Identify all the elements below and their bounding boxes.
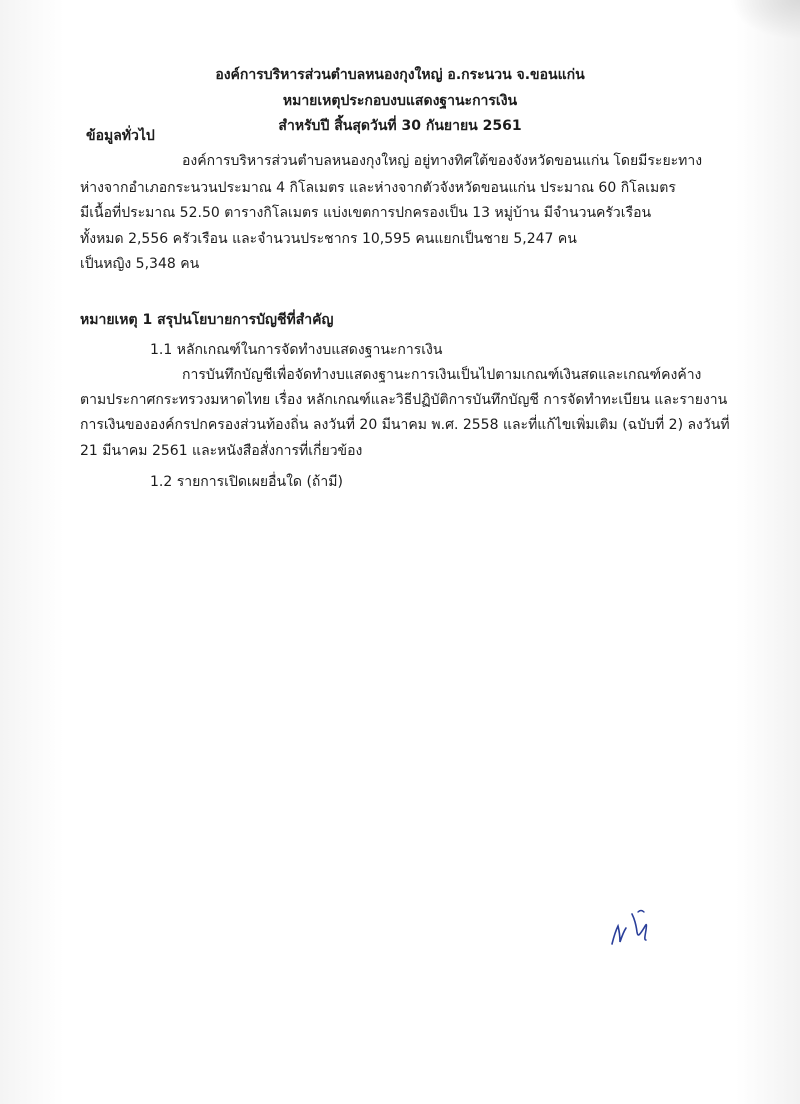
note1-para-line-1: การบันทึกบัญชีเพื่อจัดทำงบแสดงฐานะการเงินเป็นไปตามเกณฑ์เงินสดและเกณฑ์คงค้าง — [182, 367, 702, 383]
general-line-4: ทั้งหมด 2,556 ครัวเรือน และจำนวนประชากร 10,595 คนแยกเป็นชาย 5,247 คน — [80, 231, 577, 247]
note1-heading: หมายเหตุ 1 สรุปนโยบายการบัญชีที่สำคัญ — [80, 312, 334, 328]
note1-para-line-3: การเงินขององค์กรปกครองส่วนท้องถิ่น ลงวันที่ 20 มีนาคม พ.ศ. 2558 และที่แก้ไขเพิ่มเติม (ฉบับที่ 2) ลงวันที่ — [80, 417, 730, 433]
note1-para-line-4: 21 มีนาคม 2561 และหนังสือสั่งการที่เกี่ยวข้อง — [80, 443, 363, 459]
note1-sub1: 1.1 หลักเกณฑ์ในการจัดทำงบแสดงฐานะการเงิน — [150, 342, 443, 358]
header-title: หมายเหตุประกอบงบแสดงฐานะการเงิน — [282, 93, 518, 109]
scan-shadow — [730, 0, 800, 40]
note1-sub2: 1.2 รายการเปิดเผยอื่นใด (ถ้ามี) — [150, 474, 343, 490]
general-heading: ข้อมูลทั่วไป — [86, 128, 155, 144]
header-period: สำหรับปี สิ้นสุดวันที่ 30 กันยายน 2561 — [278, 118, 522, 134]
general-line-3: มีเนื้อที่ประมาณ 52.50 ตารางกิโลเมตร แบ่งเขตการปกครองเป็น 13 หมู่บ้าน มีจำนวนครัวเรือน — [80, 205, 652, 221]
general-line-2: ห่างจากอำเภอกระนวนประมาณ 4 กิโลเมตร และห่างจากตัวจังหวัดขอนแก่น ประมาณ 60 กิโลเมตร — [80, 180, 676, 196]
signature-mark — [600, 900, 670, 960]
general-line-5: เป็นหญิง 5,348 คน — [80, 256, 200, 272]
header-org: องค์การบริหารส่วนตำบลหนองกุงใหญ่ อ.กระนวน จ.ขอนแก่น — [215, 67, 585, 83]
general-line-1: องค์การบริหารส่วนตำบลหนองกุงใหญ่ อยู่ทางทิศใต้ของจังหวัดขอนแก่น โดยมีระยะทาง — [182, 153, 703, 169]
note1-para-line-2: ตามประกาศกระทรวงมหาดไทย เรื่อง หลักเกณฑ์และวิธีปฏิบัติการบันทึกบัญชี การจัดทำทะเบียน และรายงาน — [80, 392, 728, 408]
